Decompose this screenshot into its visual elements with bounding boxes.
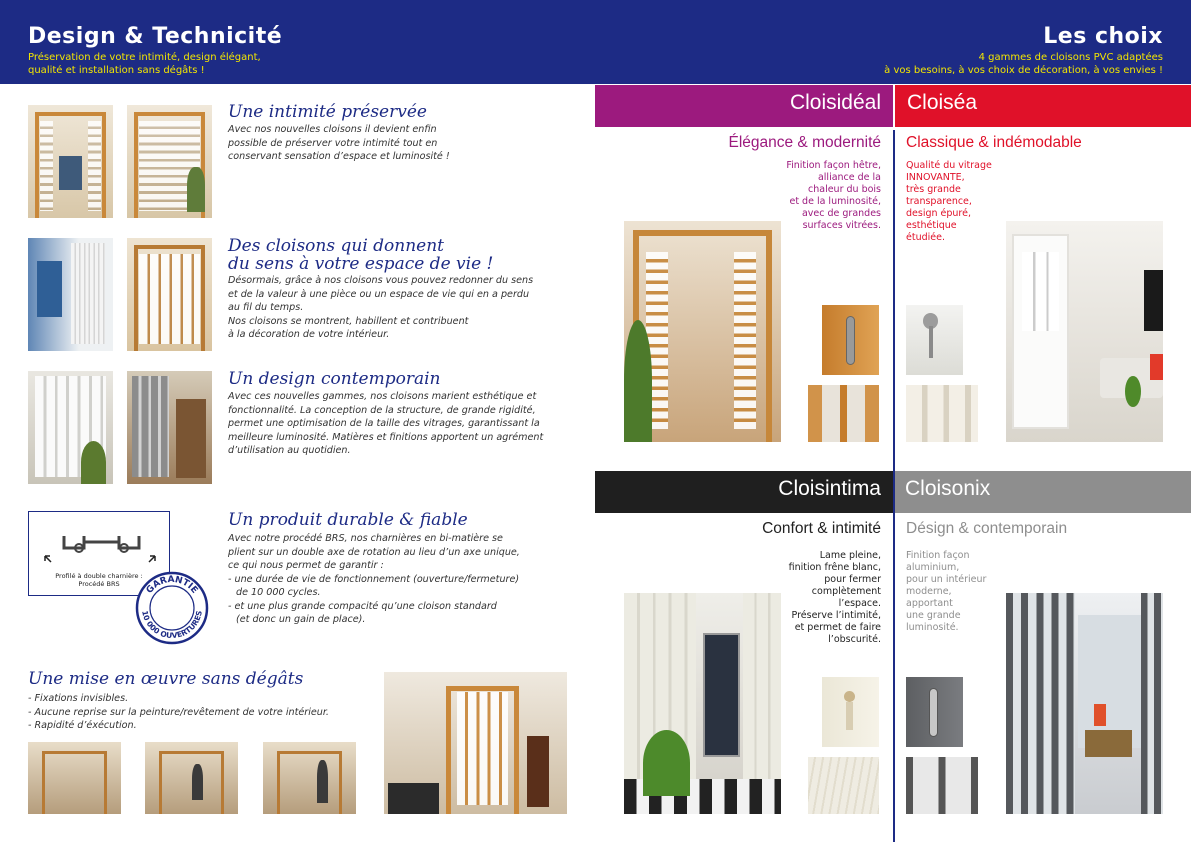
photo-intimite-closed: [127, 105, 212, 218]
guarantee-stamp: [134, 570, 210, 646]
stamp-seal-icon: [134, 570, 210, 646]
desc-cloisideal: Finition façon hêtre, alliance de la chaleur du bois et de la luminosité, avec de grandes surfaces vitrées.: [786, 160, 881, 231]
photo-sens-blue: [28, 238, 113, 351]
section-body-sens: Désormais, grâce à nos cloisons vous pouvez redonner du sens et de la valeur à une pièce ou un espace de vie qui en a perdu au fil du temps. Nos cloisons se montrent, habillent et contribuent à la décoration de votre intérieur.: [228, 275, 534, 340]
section-body-intimite: Avec nos nouvelles cloisons il devient enfin possible de préserver votre intimité tout en conservant sensation d’espace et luminosité !: [228, 124, 450, 162]
section-body-mise: - Fixations invisibles. - Aucune reprise sur la peinture/revêtement de votre intérieur. - Rapidité d’éxécution.: [28, 693, 329, 731]
product-name-cloisintima: Cloisintima: [778, 477, 881, 500]
detail-cloisideal-panel: [808, 385, 879, 442]
photo-cloisintima-room: [624, 593, 781, 814]
band-cloisintima: [595, 471, 893, 513]
photo-cloisea-room: [1006, 221, 1163, 442]
detail-cloisintima-handle: [822, 677, 879, 747]
section-title-durable: Un produit durable & fiable: [228, 510, 468, 530]
desc-cloisea: Qualité du vitrage INNOVANTE, très grande transparence, design épuré, esthétique étudiée.: [906, 160, 992, 243]
tagline-cloisea: Classique & indémodable: [906, 134, 1082, 151]
diagram-caption: Profilé à double charnière : Procédé BRS: [55, 572, 143, 588]
tagline-cloisonix: Désign & contemporain: [906, 520, 1068, 537]
section-body-design: Avec ces nouvelles gammes, nos cloisons marient esthétique et fonctionnalité. La conception de la structure, de grande rigidité, permet une optimisation de la taille des vitrages, garantissant la meilleure luminosité. Matières et finitions apportent un agrément d’utilisation au quotidien.: [228, 391, 544, 456]
detail-cloisintima-panel: [808, 757, 879, 814]
svg-text:GARANTIE: GARANTIE: [144, 574, 200, 596]
hinge-profile-icon: [29, 516, 171, 576]
left-subtitle: Préservation de votre intimité, design élégant, qualité et installation sans dégâts !: [28, 52, 261, 76]
photo-design-white: [28, 371, 113, 484]
photo-design-alu: [127, 371, 212, 484]
left-title: Design & Technicité: [28, 24, 283, 49]
tagline-cloisideal: Élégance & modernité: [728, 134, 881, 151]
section-title-mise: Une mise en œuvre sans dégâts: [28, 669, 304, 689]
desc-cloisonix: Finition façon aluminium, pour un intérieur moderne, apportant une grande luminosité.: [906, 550, 987, 633]
photo-install-step-2: [145, 742, 238, 814]
photo-cloisonix-office: [1006, 593, 1163, 814]
photo-sens-wood: [127, 238, 212, 351]
section-body-durable: Avec notre procédé BRS, nos charnières en bi-matière se plient sur un double axe de rotation au lieu d’un axe unique, ce qui nous permet de garantir : - une durée de vie de fonctionnement (ouverture/fermeture) de 10 000 cycles. - et une plus grande compacité qu’une cloison standard (et donc un gain de place).: [228, 533, 520, 625]
product-name-cloisea: Cloiséa: [907, 91, 978, 114]
product-name-cloisideal: Cloisidéal: [789, 91, 881, 114]
svg-text:10 000 OUVERTURES: 10 000 OUVERTURES: [140, 609, 204, 641]
section-title-sens: Des cloisons qui donnent du sens à votre espace de vie !: [228, 236, 494, 274]
page-header: [0, 0, 1191, 84]
photo-installed-room: [384, 672, 567, 814]
section-title-intimite: Une intimité préservée: [228, 102, 427, 122]
band-cloisonix: [895, 471, 1191, 513]
detail-cloisideal-handle: [822, 305, 879, 375]
detail-cloisonix-handle: [906, 677, 963, 747]
product-name-cloisonix: Cloisonix: [905, 477, 991, 500]
detail-cloisonix-panel: [906, 757, 978, 814]
section-title-design: Un design contemporain: [228, 369, 441, 389]
band-cloisea: [895, 85, 1191, 127]
detail-cloisea-handle: [906, 305, 963, 375]
right-title: Les choix: [1043, 24, 1163, 49]
right-subtitle: 4 gammes de cloisons PVC adaptées à vos besoins, à vos choix de décoration, à vos envies !: [884, 52, 1163, 76]
tagline-cloisintima: Confort & intimité: [762, 520, 881, 537]
photo-cloisideal-room: [624, 221, 781, 442]
band-cloisideal: [595, 85, 893, 127]
desc-cloisintima: Lame pleine, finition frêne blanc, pour fermer complètement l’espace. Préserve l’intimité, et permet de faire l’obscurité.: [788, 550, 881, 645]
photo-install-step-1: [28, 742, 121, 814]
photo-install-step-3: [263, 742, 356, 814]
detail-cloisea-panel: [906, 385, 978, 442]
photo-intimite-open: [28, 105, 113, 218]
